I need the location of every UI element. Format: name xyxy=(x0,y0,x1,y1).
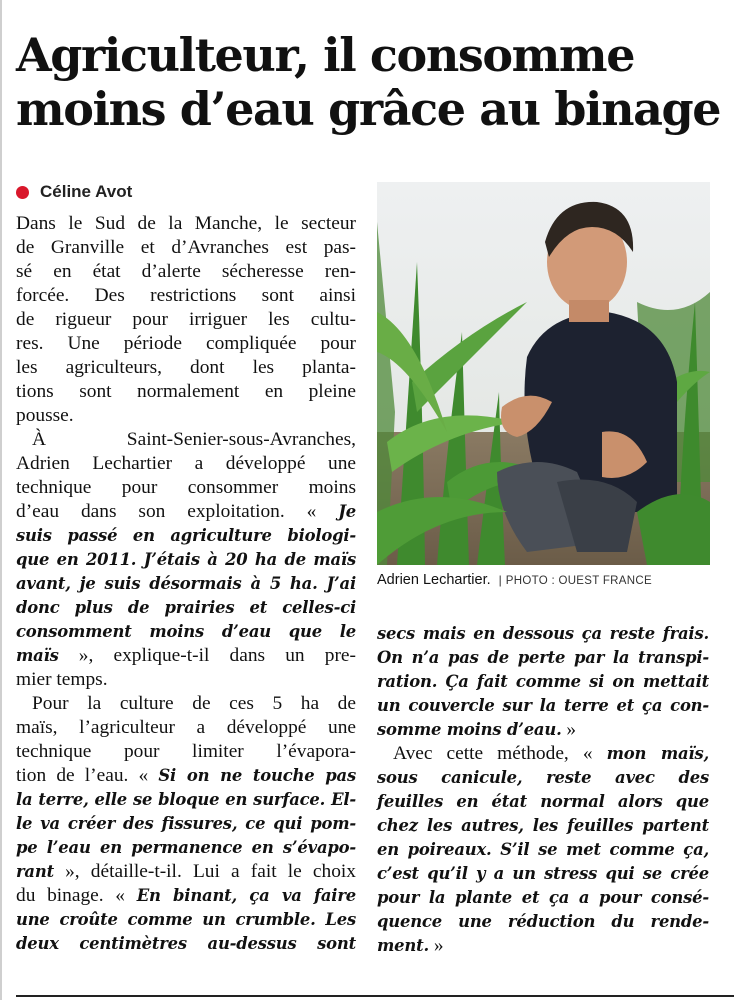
quote-text: Si on ne touche pas xyxy=(158,766,356,785)
text-line xyxy=(377,790,709,814)
body-text: de rigueur pour irriguer les cultu- xyxy=(16,309,356,330)
text-line xyxy=(16,404,356,428)
body-text: pousse. xyxy=(16,405,74,426)
text-line xyxy=(16,548,356,572)
quote-text: pe l’eau en permanence en s’évapo- xyxy=(16,838,356,857)
quote-text: un couvercle sur la terre et ça con- xyxy=(377,696,709,715)
quote-text: mon maïs, xyxy=(606,744,709,763)
quote-text: c’est qu’il y a un stress qui se crée xyxy=(377,864,709,883)
body-text: », détaille-t-il. Lui a fait le choix xyxy=(53,861,356,882)
body-text: Pour la culture de ces 5 ha de xyxy=(32,693,356,714)
body-text: mier temps. xyxy=(16,669,108,690)
text-line xyxy=(16,620,356,644)
text-line xyxy=(16,428,356,452)
bottom-rule xyxy=(16,995,734,997)
text-line xyxy=(16,524,356,548)
quote-text: une croûte comme un crumble. Les xyxy=(16,910,356,929)
text-line xyxy=(16,284,356,308)
body-text: les agriculteurs, dont les planta- xyxy=(16,357,356,378)
quote-text: On n’a pas de perte par la transpi- xyxy=(377,648,709,667)
left-column-rule xyxy=(0,0,2,1000)
text-line xyxy=(16,692,356,716)
text-line xyxy=(377,718,709,742)
quote-text: feuilles en état normal alors que xyxy=(377,792,709,811)
text-line xyxy=(377,934,709,958)
farmer-photo xyxy=(377,182,710,565)
text-line xyxy=(16,380,356,404)
quote-text: que en 2011. J’étais à 20 ha de maïs xyxy=(16,550,356,569)
body-text: Adrien Lechartier a développé une xyxy=(16,453,356,474)
text-line xyxy=(16,668,356,692)
text-line xyxy=(16,884,356,908)
text-line xyxy=(377,814,709,838)
text-line xyxy=(16,788,356,812)
quote-text: deux centimètres au-dessus sont xyxy=(16,934,356,953)
body-text: Avec cette méthode, « xyxy=(393,743,607,764)
body-text: sé en état d’alerte sécheresse ren- xyxy=(16,261,356,282)
body-text: », explique-t-il dans un pre- xyxy=(58,645,356,666)
quote-text: chez les autres, les feuilles partent xyxy=(377,816,709,835)
text-line xyxy=(16,596,356,620)
quote-text: rant xyxy=(16,862,54,881)
quote-text: avant, je suis désormais à 5 ha. J’ai xyxy=(16,574,356,593)
text-line xyxy=(16,308,356,332)
quote-text: maïs xyxy=(16,646,59,665)
text-line xyxy=(16,212,356,236)
text-line xyxy=(16,572,356,596)
body-text: de Granville et d’Avranches est pas- xyxy=(16,237,356,258)
text-line xyxy=(16,836,356,860)
body-text: tion de l’eau. « xyxy=(16,765,159,786)
quote-text: ment. xyxy=(377,936,429,955)
text-line xyxy=(16,740,356,764)
photo-caption xyxy=(377,572,652,588)
text-line xyxy=(16,356,356,380)
body-text: À Saint-Senier-sous-Avranches, xyxy=(32,429,356,450)
quote-text: pour la plante et ça a pour consé- xyxy=(377,888,709,907)
text-line xyxy=(377,910,709,934)
body-text: res. Une période compliquée pour xyxy=(16,333,356,354)
caption-separator: | xyxy=(498,573,502,587)
quote-text: la terre, elle se bloque en surface. El- xyxy=(16,790,356,809)
text-line xyxy=(16,860,356,884)
text-line xyxy=(16,644,356,668)
quote-text: le va créer des fissures, ce qui pom- xyxy=(16,814,356,833)
body-text: forcée. Des restrictions sont ainsi xyxy=(16,285,356,306)
text-line xyxy=(377,766,709,790)
text-line xyxy=(16,932,356,956)
text-line xyxy=(377,862,709,886)
body-text: maïs, l’agriculteur a développé une xyxy=(16,717,356,738)
text-line xyxy=(377,694,709,718)
text-line xyxy=(377,622,709,646)
text-line xyxy=(16,764,356,788)
quote-text: suis passé en agriculture biologi- xyxy=(16,526,356,545)
author-name: Céline Avot xyxy=(40,182,133,201)
text-line xyxy=(377,838,709,862)
quote-text: quence une réduction du rende- xyxy=(377,912,709,931)
body-text: technique pour limiter l’évapora- xyxy=(16,741,356,762)
text-line xyxy=(16,332,356,356)
text-line xyxy=(16,716,356,740)
text-line xyxy=(377,670,709,694)
quote-text: en poireaux. S’il se met comme ça, xyxy=(377,840,709,859)
body-text: d’eau dans son exploitation. « xyxy=(16,501,339,522)
text-line xyxy=(377,646,709,670)
quote-text: En binant, ça va faire xyxy=(136,886,356,905)
body-text: tions sont normalement en pleine xyxy=(16,381,356,402)
text-line xyxy=(16,236,356,260)
quote-text: consomment moins d’eau que le xyxy=(16,622,356,641)
left-column xyxy=(16,212,356,956)
headline xyxy=(16,28,726,136)
text-line xyxy=(16,812,356,836)
text-line xyxy=(16,908,356,932)
text-line xyxy=(16,476,356,500)
body-text: technique pour consommer moins xyxy=(16,477,356,498)
text-line xyxy=(16,260,356,284)
body-text: du binage. « xyxy=(16,885,137,906)
byline xyxy=(16,181,132,203)
headline-line: moins d’eau grâce au binage xyxy=(16,82,721,136)
photo-caption-name: Adrien Lechartier. xyxy=(377,572,491,588)
quote-text: secs mais en dessous ça reste frais. xyxy=(377,624,709,643)
quote-text: somme moins d’eau. xyxy=(377,720,562,739)
byline-dot-icon xyxy=(16,186,29,199)
text-line xyxy=(16,500,356,524)
farmer-photo-icon xyxy=(377,182,710,565)
body-text: Dans le Sud de la Manche, le secteur xyxy=(16,213,356,234)
body-text: » xyxy=(428,935,444,956)
quote-text: sous canicule, reste avec des xyxy=(377,768,709,787)
right-column xyxy=(377,622,709,958)
headline-line: Agriculteur, il consomme xyxy=(16,28,635,82)
quote-text: Je xyxy=(338,502,356,521)
quote-text: ration. Ça fait comme si on mettait xyxy=(377,672,709,691)
photo-credit: PHOTO : OUEST FRANCE xyxy=(505,575,652,587)
body-text: » xyxy=(561,719,577,740)
text-line xyxy=(377,886,709,910)
text-line xyxy=(377,742,709,766)
text-line xyxy=(16,452,356,476)
quote-text: donc plus de prairies et celles-ci xyxy=(16,598,356,617)
